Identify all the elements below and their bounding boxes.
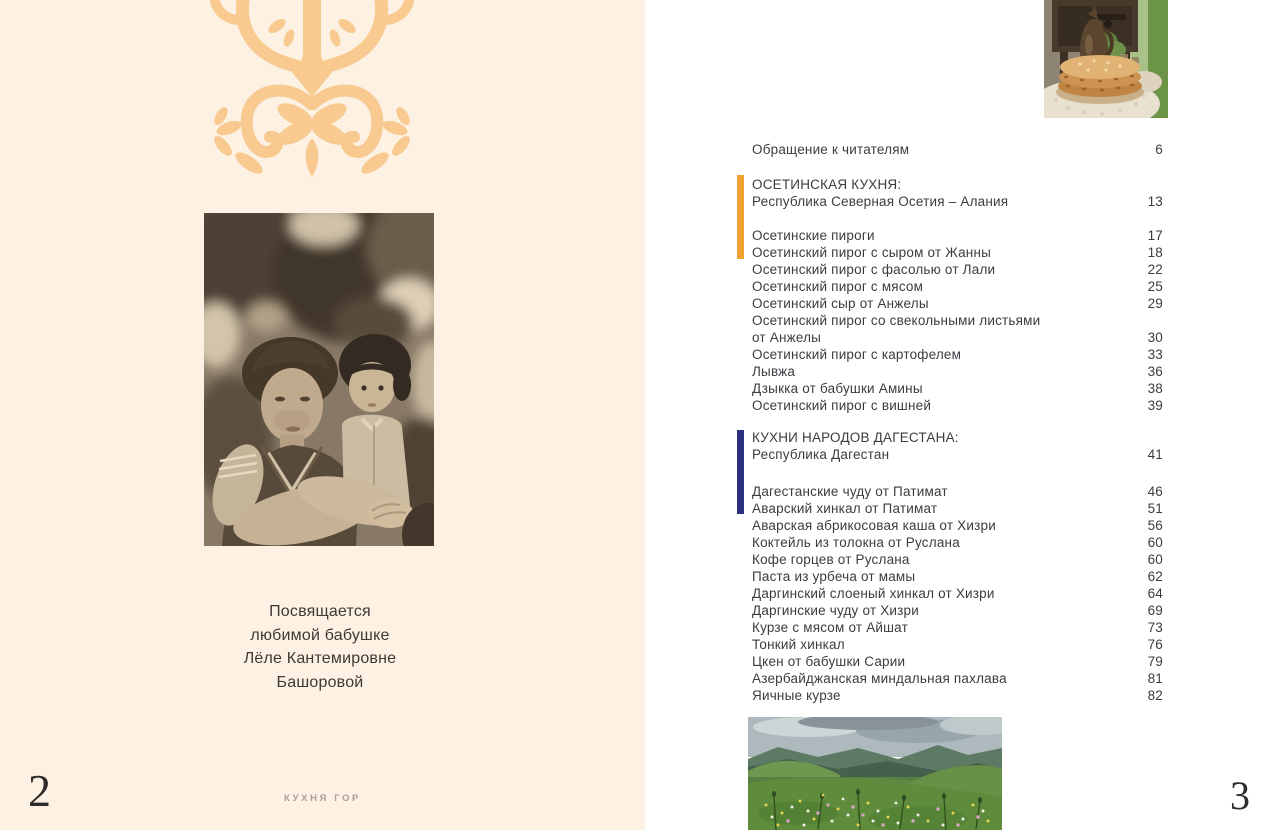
- toc-entry: [752, 227, 1163, 244]
- toc-entry-page: 79: [1147, 654, 1163, 669]
- toc-entry-page: 13: [1147, 194, 1163, 209]
- toc-section-heading: [752, 176, 1163, 193]
- toc-entry-title: Даргинский слоеный хинкал от Хизри: [752, 586, 995, 601]
- toc-entry-page: 38: [1147, 381, 1163, 396]
- right-page: [645, 0, 1280, 830]
- toc-entry: [752, 687, 1163, 704]
- ornament-motif: [198, 0, 430, 178]
- toc-entry-page: 81: [1147, 671, 1163, 686]
- dedication-line: любимой бабушке: [250, 626, 390, 644]
- toc-entry-title: Осетинский пирог с мясом: [752, 279, 924, 294]
- toc-entry: [752, 517, 1163, 534]
- toc: [752, 141, 1163, 704]
- toc-entry-title: Осетинский сыр от Анжелы: [752, 296, 929, 311]
- toc-entry-page: 82: [1147, 688, 1163, 703]
- toc-entry-title: Лывжа: [752, 364, 796, 379]
- toc-entry-title: Курзе с мясом от Айшат: [752, 620, 908, 635]
- dedication-line: Башоровой: [276, 673, 364, 691]
- page-number-right: 3: [1230, 773, 1250, 818]
- toc-section-heading: [752, 193, 1163, 210]
- toc-entry-page: 25: [1147, 279, 1163, 294]
- toc-entry-title: Осетинский пирог с сыром от Жанны: [752, 245, 992, 260]
- section-accent-bar-dagestan: [737, 430, 744, 514]
- toc-entry-page: 56: [1147, 518, 1163, 533]
- toc-entry: [752, 602, 1163, 619]
- toc-entry: [752, 500, 1163, 517]
- page-number-left: 2: [28, 765, 51, 816]
- toc-entry-title: Тонкий хинкал: [752, 637, 845, 652]
- toc-entry-page: 36: [1147, 364, 1163, 379]
- toc-entry-page: 39: [1147, 398, 1163, 413]
- toc-entry-title: Даргинские чуду от Хизри: [752, 603, 919, 618]
- toc-entry: [752, 483, 1163, 500]
- toc-entry-page: 76: [1147, 637, 1163, 652]
- toc-entry-title: Дагестанские чуду от Патимат: [752, 484, 948, 499]
- toc-entry-page: 69: [1147, 603, 1163, 618]
- grandmother-and-child-photo: [204, 213, 434, 546]
- toc-entry: [752, 551, 1163, 568]
- toc-entry: [752, 653, 1163, 670]
- toc-entry: [752, 397, 1163, 414]
- toc-entry: [752, 261, 1163, 278]
- toc-entry-page: 30: [1147, 330, 1163, 345]
- toc-entry-page: 51: [1147, 501, 1163, 516]
- toc-entry-title: Кофе горцев от Руслана: [752, 552, 910, 567]
- ossetian-pies-photo: [1044, 0, 1168, 118]
- toc-entry-page: 18: [1147, 245, 1163, 260]
- toc-entry: [752, 619, 1163, 636]
- toc-entry: [752, 244, 1163, 261]
- mountain-meadow-photo: [748, 717, 1002, 830]
- toc-entry-title: Осетинский пирог с вишней: [752, 398, 932, 413]
- toc-entry: [752, 312, 1163, 329]
- toc-entry-title: Аварская абрикосовая каша от Хизри: [752, 518, 996, 533]
- dedication-text: [170, 600, 470, 694]
- toc-entry: [752, 636, 1163, 653]
- toc-entry-title: Паста из урбеча от мамы: [752, 569, 916, 584]
- section-accent-bar-ossetia: [737, 175, 744, 259]
- toc-entry-page: 60: [1147, 535, 1163, 550]
- toc-entry-page: 29: [1147, 296, 1163, 311]
- running-footer-book-title: КУХНЯ ГОР: [284, 793, 361, 804]
- toc-entry-title: КУХНИ НАРОДОВ ДАГЕСТАНА:: [752, 430, 959, 445]
- toc-entry: [752, 278, 1163, 295]
- toc-intro-entry: [752, 141, 1163, 158]
- toc-entry-page: 46: [1147, 484, 1163, 499]
- toc-entry-title: Цкен от бабушки Сарии: [752, 654, 906, 669]
- toc-entry: [752, 295, 1163, 312]
- toc-entry: [752, 585, 1163, 602]
- toc-entry-title: Аварский хинкал от Патимат: [752, 501, 938, 516]
- toc-entry: [752, 568, 1163, 585]
- toc-section-heading: [752, 446, 1163, 463]
- toc-entry-title: Обращение к читателям: [752, 142, 910, 157]
- toc-entry-title: Дзыкка от бабушки Амины: [752, 381, 923, 396]
- toc-entry-title: Осетинский пирог с картофелем: [752, 347, 962, 362]
- dedication-line: Лёле Кантемировне: [243, 650, 397, 667]
- toc-entry-title: Азербайджанская миндальная пахлава: [752, 671, 1007, 686]
- toc-section-heading: [752, 429, 1163, 446]
- toc-entry-page: 64: [1147, 586, 1163, 601]
- toc-entry: [752, 534, 1163, 551]
- toc-entry-title: Осетинский пирог со свекольными листьями: [752, 313, 1041, 328]
- toc-entry-page: 73: [1147, 620, 1163, 635]
- toc-entry-page: 60: [1147, 552, 1163, 567]
- dedication-line: Посвящается: [269, 603, 371, 620]
- toc-entry-page: 62: [1147, 569, 1163, 584]
- toc-entry: [752, 346, 1163, 363]
- toc-entry-title: Осетинские пироги: [752, 228, 875, 243]
- toc-entry: [752, 670, 1163, 687]
- toc-entry-page: 22: [1147, 262, 1163, 277]
- toc-entry: [752, 329, 1163, 346]
- toc-entry-page: 6: [1155, 142, 1163, 157]
- toc-entry-title: Осетинский пирог с фасолью от Лали: [752, 262, 996, 277]
- toc-entry-title: ОСЕТИНСКАЯ КУХНЯ:: [752, 177, 902, 192]
- toc-entry-page: 33: [1147, 347, 1163, 362]
- toc-entry-title: Коктейль из толокна от Руслана: [752, 535, 960, 550]
- toc-entry-page: 41: [1147, 447, 1163, 462]
- toc-entry-title: Республика Северная Осетия – Алания: [752, 194, 1009, 209]
- toc-entry-title: Яичные курзе: [752, 688, 841, 703]
- toc-entry-title: Республика Дагестан: [752, 447, 890, 462]
- toc-entry: [752, 380, 1163, 397]
- toc-entry-title: от Анжелы: [752, 330, 822, 345]
- toc-entry: [752, 363, 1163, 380]
- toc-entry-page: 17: [1147, 228, 1163, 243]
